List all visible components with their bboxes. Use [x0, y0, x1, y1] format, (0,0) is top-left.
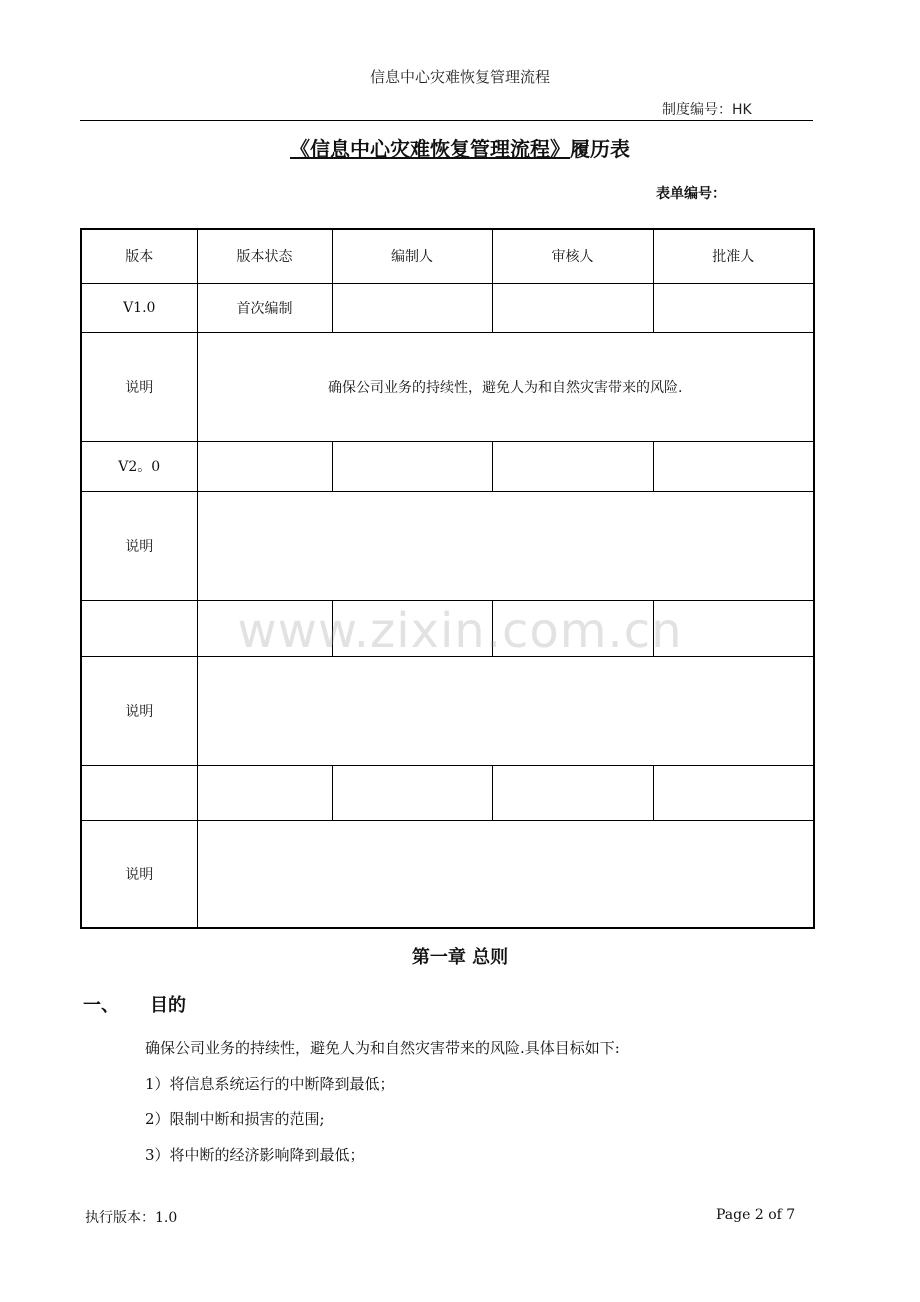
approver-cell	[653, 441, 814, 491]
table-row	[81, 283, 814, 332]
description-row	[81, 820, 814, 928]
description-row	[81, 656, 814, 765]
description-row	[81, 332, 814, 441]
approver-cell	[653, 765, 814, 820]
header-version: 版本	[81, 229, 197, 283]
chapter-heading: 第一章 总则	[411, 947, 509, 968]
description-text	[197, 491, 814, 600]
list-item: 1）将信息系统运行的中断降到最低；	[145, 1075, 395, 1093]
document-title-suffix: 履历表	[570, 137, 630, 161]
description-text: 确保公司业务的持续性，避免人为和自然灾害带来的风险.	[197, 332, 814, 441]
table-row	[81, 765, 814, 820]
status-cell: 首次编制	[197, 283, 332, 332]
table-header-row	[81, 229, 814, 283]
description-text	[197, 820, 814, 928]
list-item: 3）将中断的经济影响降到最低；	[145, 1146, 365, 1164]
description-label: 说明	[81, 656, 197, 765]
description-text	[197, 656, 814, 765]
document-title-main: 《信息中心灾难恢复管理流程》	[290, 137, 570, 161]
version-cell: V2。0	[81, 441, 197, 491]
watermark: www.zixin.com.cn	[237, 603, 683, 659]
list-item: 2）限制中断和损害的范围;	[145, 1110, 325, 1128]
status-cell	[197, 765, 332, 820]
footer-page-number: Page 2 of 7	[716, 1207, 796, 1223]
revision-history-table	[80, 228, 815, 929]
description-label: 说明	[81, 820, 197, 928]
header-reviewer: 审核人	[492, 229, 653, 283]
section-title: 目的	[150, 995, 186, 1016]
status-cell	[197, 441, 332, 491]
reviewer-cell	[492, 283, 653, 332]
reviewer-cell	[492, 441, 653, 491]
table-row	[81, 441, 814, 491]
section-heading	[83, 991, 186, 1017]
header-author: 编制人	[332, 229, 492, 283]
approver-cell	[653, 283, 814, 332]
author-cell	[332, 441, 492, 491]
header-status: 版本状态	[197, 229, 332, 283]
running-header: 信息中心灾难恢复管理流程	[369, 68, 550, 86]
purpose-paragraph: 确保公司业务的持续性，避免人为和自然灾害带来的风险.具体目标如下:	[145, 1039, 620, 1057]
author-cell	[332, 283, 492, 332]
description-label: 说明	[81, 491, 197, 600]
version-cell	[81, 765, 197, 820]
author-cell	[332, 765, 492, 820]
version-cell: V1.0	[81, 283, 197, 332]
document-code: 制度编号：HK	[662, 102, 752, 118]
section-number: 一、	[83, 995, 119, 1016]
document-title	[0, 133, 920, 162]
header-rule	[80, 120, 813, 121]
reviewer-cell	[492, 765, 653, 820]
footer-version: 执行版本：1.0	[85, 1210, 178, 1226]
form-number-label: 表单编号：	[656, 186, 726, 202]
header-approver: 批准人	[653, 229, 814, 283]
description-label: 说明	[81, 332, 197, 441]
description-row	[81, 491, 814, 600]
